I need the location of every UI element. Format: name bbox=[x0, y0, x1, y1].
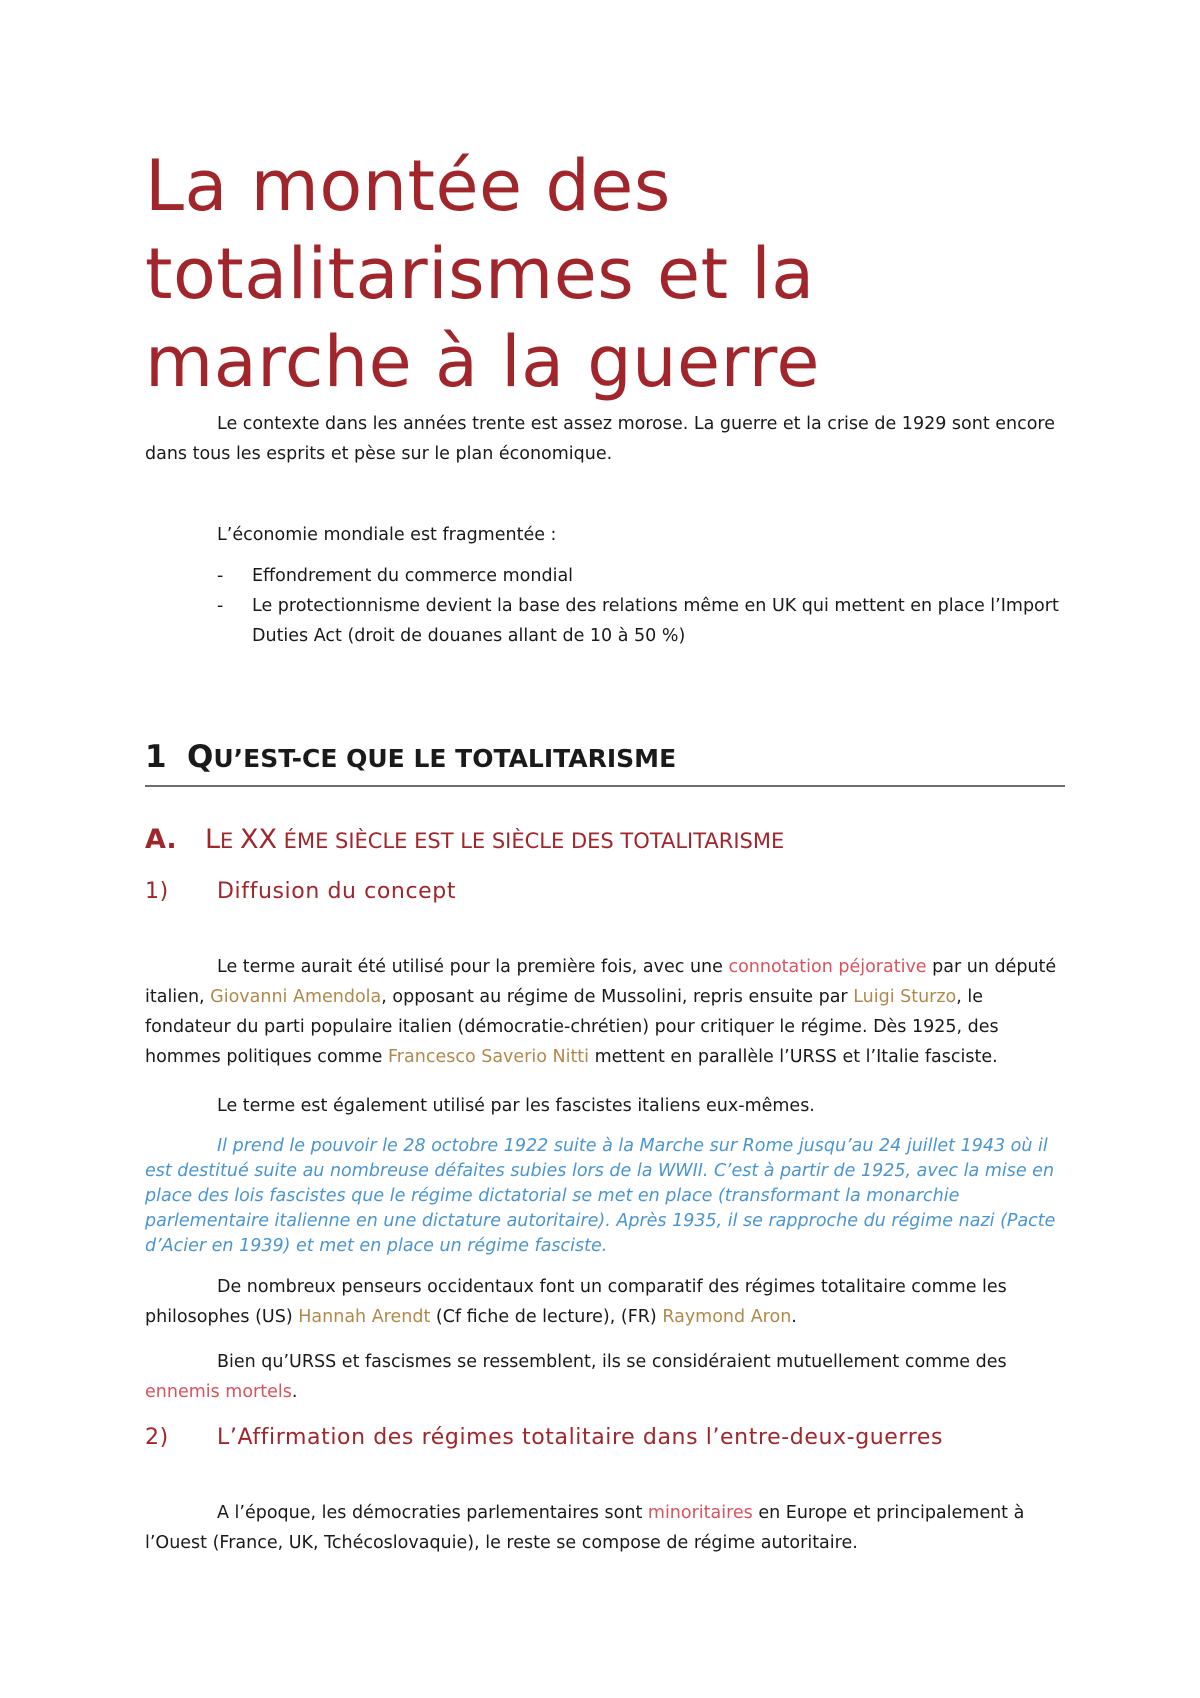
subheading-title: L’Affirmation des régimes totalitaire dans l’entre-deux-guerres bbox=[217, 1425, 944, 1450]
section-heading-1 bbox=[145, 737, 1065, 787]
bullet-text: Effondrement du commerce mondial bbox=[252, 566, 574, 586]
text-run: . bbox=[791, 1307, 797, 1327]
subsection-title-part: L bbox=[205, 824, 221, 855]
text-run: , opposant au régime de Mussolini, repris ensuite par bbox=[381, 987, 854, 1007]
highlight-name: Hannah Arendt bbox=[298, 1307, 431, 1327]
highlight-term: connotation péjorative bbox=[728, 957, 927, 977]
text-run: De nombreux penseurs occidentaux font un comparatif des régimes totalitaire comme les philosophes (US) bbox=[145, 1277, 1007, 1327]
highlight-term: ennemis mortels bbox=[145, 1382, 292, 1402]
paragraph-democracies bbox=[145, 1498, 1070, 1558]
title-line-2: totalitarismes et la bbox=[145, 233, 815, 315]
text-run: Le terme aurait été utilisé pour la première fois, avec une bbox=[217, 957, 729, 977]
highlight-name: Giovanni Amendola bbox=[210, 987, 382, 1007]
highlight-name: Francesco Saverio Nitti bbox=[388, 1047, 590, 1067]
text-run: en Europe et principalement à l’Ouest (France, UK, Tchécoslovaquie), le reste se compose de régime autoritaire. bbox=[145, 1503, 1025, 1553]
intro-paragraph: Le contexte dans les années trente est assez morose. La guerre et la crise de 1929 sont encore dans tous les esprits et pèse sur le plan économique. bbox=[145, 414, 1056, 464]
paragraph-thinkers bbox=[145, 1272, 1070, 1332]
subsection-letter: A. bbox=[145, 824, 177, 855]
text-run: A l’époque, les démocraties parlementaires sont bbox=[217, 1503, 648, 1523]
subsection-title-part: E bbox=[220, 829, 240, 853]
title-line-1: La montée des bbox=[145, 145, 671, 227]
bullet-dash: - bbox=[217, 596, 224, 616]
text-run: (Cf fiche de lecture), (FR) bbox=[430, 1307, 663, 1327]
text-run: par un député italien, bbox=[145, 957, 1057, 1007]
subheading-title: Diffusion du concept bbox=[217, 879, 457, 904]
subheading-2 bbox=[145, 1423, 1065, 1453]
highlight-name: Raymond Aron bbox=[662, 1307, 792, 1327]
section-title-rest: U’EST-CE QUE LE TOTALITARISME bbox=[213, 744, 677, 773]
section-heading-a bbox=[145, 823, 1065, 858]
paragraph-enemies bbox=[145, 1347, 1070, 1407]
list-item bbox=[145, 561, 1070, 591]
intro-fragmented-line: L’économie mondiale est fragmentée : bbox=[217, 525, 557, 545]
document-title bbox=[145, 142, 1065, 406]
subheading-number: 1) bbox=[145, 879, 169, 904]
intro-bullet-list bbox=[145, 561, 1070, 651]
bullet-dash: - bbox=[217, 566, 224, 586]
section-title-initial: Q bbox=[187, 739, 214, 775]
subheading-number: 2) bbox=[145, 1425, 169, 1450]
text-run: Bien qu’URSS et fascismes se ressemblent, ils se considéraient mutuellement comme des bbox=[217, 1352, 1007, 1372]
text-run: , le fondateur du parti populaire italien (démocratie-chrétien) pour critiquer le régime. Dès 1925, des hommes politiques comme bbox=[145, 987, 999, 1067]
subsection-title-part: XX bbox=[240, 824, 277, 855]
highlight-name: Luigi Sturzo bbox=[853, 987, 957, 1007]
highlight-term: minoritaires bbox=[647, 1503, 753, 1523]
paragraph-concept bbox=[145, 952, 1070, 1072]
text-run: . bbox=[291, 1382, 298, 1402]
paragraph-fascists: Le terme est également utilisé par les fascistes italiens eux-mêmes. bbox=[217, 1096, 815, 1116]
title-line-3: marche à la guerre bbox=[145, 321, 820, 403]
subsection-title-part: ÉME SIÈCLE EST LE SIÈCLE DES TOTALITARISME bbox=[277, 829, 785, 853]
bullet-text: Le protectionnisme devient la base des relations même en UK qui mettent en place l’Import Duties Act (droit de douanes allant de 10 à 50 %) bbox=[252, 596, 1059, 646]
section-number: 1 bbox=[145, 739, 167, 775]
text-run: mettent en parallèle l’URSS et l’Italie fasciste. bbox=[589, 1047, 998, 1067]
list-item bbox=[145, 591, 1070, 651]
subheading-1 bbox=[145, 877, 1065, 907]
italic-note: Il prend le pouvoir le 28 octobre 1922 suite à la Marche sur Rome jusqu’au 24 juillet 1943 où il est destitué suite au nombreuse défaites subies lors de la WWII. C’est à partir de 1925, avec la mise en place des lois fascistes que le régime dictatorial se met en place (transformant la monarchie parlementaire italienne en une dictature autoritaire). Après 1935, il se rapproche du régime nazi (Pacte d’Acier en 1939) et met en place un régime fasciste. bbox=[145, 1136, 1056, 1256]
